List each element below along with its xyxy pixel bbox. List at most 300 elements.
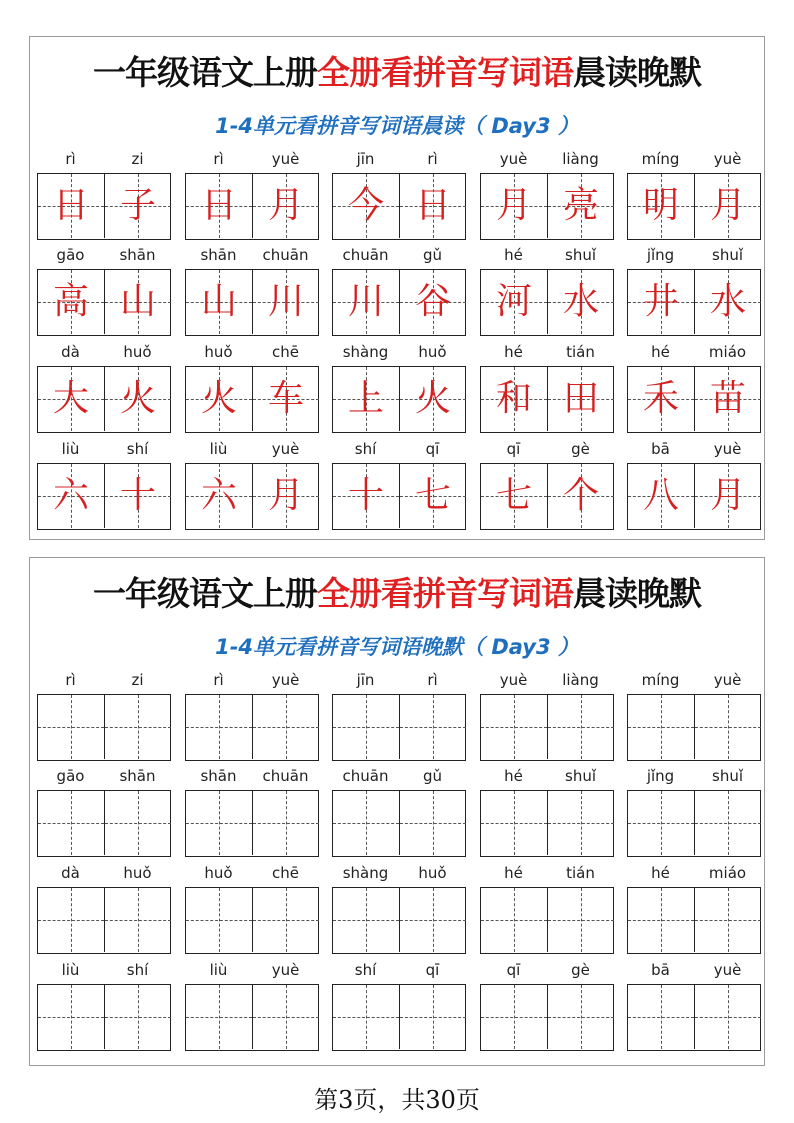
pinyin-row (627, 342, 761, 362)
pinyin-syllable: gāo (56, 767, 85, 785)
pinyin-syllable: tián (566, 343, 595, 361)
writing-cell[interactable] (186, 695, 252, 759)
pinyin-syllable: yuè (271, 150, 300, 168)
pinyin-syllable: hé (504, 343, 523, 361)
tianzige-blank-box-pair[interactable] (332, 790, 466, 857)
pinyin-syllable: jīn (356, 671, 375, 689)
guide-line-vertical (728, 695, 729, 759)
tianzige-cell (628, 270, 694, 334)
pinyin-syllable: gǔ (422, 767, 443, 785)
pinyin-syllable: shān (200, 767, 237, 785)
pinyin-row (37, 670, 171, 690)
tianzige-cell (252, 464, 319, 528)
pinyin-syllable: huǒ (123, 864, 152, 882)
pinyin-row (332, 439, 466, 459)
pinyin-syllable: jǐng (646, 246, 675, 264)
pinyin-syllable: liù (61, 440, 80, 458)
guide-line-vertical (581, 791, 582, 855)
guide-line-vertical (286, 985, 287, 1049)
pinyin-row (185, 960, 319, 980)
tianzige-cell (333, 367, 399, 431)
guide-line-vertical (514, 985, 515, 1049)
pinyin-syllable: hé (504, 767, 523, 785)
pinyin-syllable: bā (651, 961, 670, 979)
pinyin-syllable: gāo (56, 246, 85, 264)
tianzige-blank-box-pair[interactable] (480, 694, 614, 761)
pinyin-syllable: yuè (713, 961, 742, 979)
pinyin-syllable: yuè (713, 671, 742, 689)
writing-cell[interactable] (333, 695, 399, 759)
hanzi-character: 田 (562, 378, 599, 419)
pinyin-row (480, 960, 614, 980)
guide-line-vertical (581, 695, 582, 759)
tianzige-cell (481, 174, 547, 238)
tianzige-box-pair (627, 463, 761, 530)
tianzige-cell (694, 367, 761, 431)
pinyin-row (480, 766, 614, 786)
pinyin-syllable: qī (506, 440, 521, 458)
pinyin-row (332, 149, 466, 169)
title-part-routine: 晨读晚默 (573, 53, 701, 92)
writing-cell[interactable] (252, 985, 319, 1049)
pinyin-row (480, 149, 614, 169)
writing-cell[interactable] (399, 695, 466, 759)
hanzi-character: 个 (562, 475, 599, 516)
pinyin-row (185, 149, 319, 169)
hanzi-character: 七 (414, 475, 451, 516)
tianzige-cell (628, 464, 694, 528)
pinyin-syllable: rì (213, 671, 224, 689)
pinyin-row (480, 245, 614, 265)
pinyin-syllable: shān (200, 246, 237, 264)
hanzi-character: 七 (495, 475, 532, 516)
tianzige-blank-box-pair[interactable] (37, 984, 171, 1051)
guide-line-vertical (661, 695, 662, 759)
tianzige-cell (694, 270, 761, 334)
tianzige-blank-box-pair[interactable] (627, 887, 761, 954)
guide-line-vertical (286, 791, 287, 855)
tianzige-blank-box-pair[interactable] (480, 790, 614, 857)
guide-line-vertical (581, 985, 582, 1049)
pinyin-syllable: yuè (271, 671, 300, 689)
tianzige-blank-box-pair[interactable] (332, 984, 466, 1051)
writing-cell[interactable] (694, 695, 761, 759)
tianzige-cell (481, 270, 547, 334)
tianzige-blank-box-pair[interactable] (185, 984, 319, 1051)
pinyin-syllable: shuǐ (712, 246, 743, 264)
hanzi-character: 川 (267, 281, 304, 322)
pinyin-syllable: gè (571, 440, 590, 458)
tianzige-box-pair (627, 269, 761, 336)
tianzige-box-pair (332, 366, 466, 433)
pinyin-row (627, 149, 761, 169)
pinyin-syllable: shàng (342, 343, 389, 361)
hanzi-character: 六 (200, 475, 237, 516)
title-part-grade: 一年级语文上册 (93, 574, 317, 613)
pinyin-row (332, 766, 466, 786)
pinyin-syllable: qī (506, 961, 521, 979)
tianzige-box-pair (185, 173, 319, 240)
tianzige-cell (628, 367, 694, 431)
guide-line-vertical (661, 791, 662, 855)
pinyin-syllable: tián (566, 864, 595, 882)
writing-cell[interactable] (694, 888, 761, 952)
hanzi-character: 月 (267, 185, 304, 226)
pinyin-syllable: shí (354, 440, 377, 458)
guide-line-vertical (581, 888, 582, 952)
pinyin-row (185, 245, 319, 265)
writing-cell[interactable] (481, 695, 547, 759)
pinyin-row (332, 960, 466, 980)
pinyin-syllable: rì (213, 150, 224, 168)
pinyin-syllable: shān (119, 246, 156, 264)
tianzige-blank-box-pair[interactable] (480, 887, 614, 954)
writing-cell[interactable] (252, 695, 319, 759)
pinyin-syllable: liù (209, 961, 228, 979)
tianzige-blank-box-pair[interactable] (332, 694, 466, 761)
writing-cell[interactable] (399, 791, 466, 855)
hanzi-character: 禾 (642, 378, 679, 419)
hanzi-character: 河 (495, 281, 532, 322)
pinyin-syllable: hé (651, 864, 670, 882)
tianzige-cell (104, 270, 171, 334)
pinyin-syllable: rì (427, 150, 438, 168)
pinyin-row (332, 863, 466, 883)
pinyin-syllable: yuè (271, 961, 300, 979)
tianzige-blank-box-pair[interactable] (627, 790, 761, 857)
tianzige-cell (186, 464, 252, 528)
writing-cell[interactable] (694, 985, 761, 1049)
writing-cell[interactable] (186, 985, 252, 1049)
tianzige-cell (547, 367, 614, 431)
writing-cell[interactable] (628, 695, 694, 759)
tianzige-cell (399, 174, 466, 238)
writing-cell[interactable] (38, 888, 104, 952)
pinyin-syllable: chuān (342, 246, 389, 264)
tianzige-blank-box-pair[interactable] (37, 887, 171, 954)
guide-line-vertical (219, 888, 220, 952)
tianzige-cell (333, 174, 399, 238)
pinyin-row (185, 439, 319, 459)
writing-cell[interactable] (399, 888, 466, 952)
writing-cell[interactable] (186, 888, 252, 952)
tianzige-blank-box-pair[interactable] (37, 694, 171, 761)
guide-line-vertical (71, 888, 72, 952)
guide-line-vertical (366, 985, 367, 1049)
hanzi-character: 苗 (709, 378, 746, 419)
writing-cell[interactable] (547, 791, 614, 855)
title-part-highlight: 全册看拼音写词语 (317, 574, 573, 613)
pinyin-row (37, 245, 171, 265)
hanzi-character: 月 (709, 475, 746, 516)
tianzige-cell (186, 270, 252, 334)
pinyin-syllable: liù (209, 440, 228, 458)
hanzi-character: 子 (119, 185, 156, 226)
pinyin-syllable: chē (272, 343, 299, 361)
pinyin-syllable: shàng (342, 864, 389, 882)
tianzige-box-pair (185, 463, 319, 530)
hanzi-character: 火 (414, 378, 451, 419)
guide-line-vertical (728, 985, 729, 1049)
morning-word-grid (30, 37, 764, 539)
pinyin-syllable: rì (65, 150, 76, 168)
pinyin-syllable: míng (641, 150, 680, 168)
pinyin-row (332, 245, 466, 265)
guide-line-vertical (71, 985, 72, 1049)
writing-cell[interactable] (38, 695, 104, 759)
hanzi-character: 火 (119, 378, 156, 419)
pinyin-row (627, 766, 761, 786)
hanzi-character: 高 (52, 281, 89, 322)
pinyin-syllable: gǔ (422, 246, 443, 264)
guide-line-vertical (433, 791, 434, 855)
guide-line-vertical (433, 695, 434, 759)
hanzi-character: 和 (495, 378, 532, 419)
hanzi-character: 月 (495, 185, 532, 226)
pinyin-syllable: shuǐ (565, 246, 596, 264)
title-part-routine: 晨读晚默 (573, 574, 701, 613)
tianzige-cell (547, 464, 614, 528)
writing-cell[interactable] (252, 791, 319, 855)
pinyin-syllable: chē (272, 864, 299, 882)
writing-cell[interactable] (628, 888, 694, 952)
writing-cell[interactable] (547, 888, 614, 952)
hanzi-character: 月 (709, 185, 746, 226)
tianzige-cell (694, 174, 761, 238)
guide-line-vertical (514, 695, 515, 759)
tianzige-cell (399, 367, 466, 431)
writing-cell[interactable] (481, 985, 547, 1049)
writing-cell[interactable] (481, 791, 547, 855)
tianzige-box-pair (185, 366, 319, 433)
pinyin-row (627, 863, 761, 883)
pinyin-syllable: dà (61, 343, 80, 361)
pinyin-syllable: chuān (262, 767, 309, 785)
pinyin-syllable: dà (61, 864, 80, 882)
guide-line-vertical (138, 888, 139, 952)
pinyin-syllable: shuǐ (712, 767, 743, 785)
tianzige-blank-box-pair[interactable] (185, 694, 319, 761)
tianzige-blank-box-pair[interactable] (627, 694, 761, 761)
hanzi-character: 车 (267, 378, 304, 419)
pinyin-syllable: liàng (562, 150, 599, 168)
pinyin-syllable: jīn (356, 150, 375, 168)
writing-cell[interactable] (38, 791, 104, 855)
tianzige-cell (481, 367, 547, 431)
pinyin-syllable: rì (65, 671, 76, 689)
writing-cell[interactable] (628, 985, 694, 1049)
tianzige-box-pair (627, 173, 761, 240)
pinyin-row (480, 670, 614, 690)
pinyin-syllable: huǒ (418, 864, 447, 882)
tianzige-cell (38, 270, 104, 334)
tianzige-cell (481, 464, 547, 528)
evening-word-grid (30, 558, 764, 1065)
pinyin-row (627, 960, 761, 980)
tianzige-cell (399, 270, 466, 334)
guide-line-vertical (286, 888, 287, 952)
writing-cell[interactable] (333, 888, 399, 952)
tianzige-cell (333, 270, 399, 334)
pinyin-syllable: yuè (271, 440, 300, 458)
hanzi-character: 十 (347, 475, 384, 516)
guide-line-vertical (71, 791, 72, 855)
hanzi-character: 明 (642, 185, 679, 226)
pinyin-row (37, 766, 171, 786)
evening-subtitle: 1-4单元看拼音写词语晚默（ Day3 ） (215, 635, 579, 659)
tianzige-cell (104, 464, 171, 528)
tianzige-box-pair (332, 463, 466, 530)
pinyin-syllable: huǒ (123, 343, 152, 361)
pinyin-row (37, 149, 171, 169)
guide-line-vertical (728, 888, 729, 952)
hanzi-character: 谷 (414, 281, 451, 322)
guide-line-vertical (661, 888, 662, 952)
tianzige-cell (104, 174, 171, 238)
tianzige-cell (628, 174, 694, 238)
hanzi-character: 水 (562, 281, 599, 322)
writing-cell[interactable] (547, 985, 614, 1049)
pinyin-syllable: míng (641, 671, 680, 689)
pinyin-row (480, 863, 614, 883)
writing-cell[interactable] (694, 791, 761, 855)
pinyin-syllable: miáo (708, 343, 747, 361)
writing-cell[interactable] (333, 985, 399, 1049)
pinyin-syllable: chuān (342, 767, 389, 785)
tianzige-box-pair (627, 366, 761, 433)
pinyin-row (332, 670, 466, 690)
guide-line-vertical (71, 695, 72, 759)
pinyin-row (185, 863, 319, 883)
guide-line-vertical (286, 695, 287, 759)
tianzige-blank-box-pair[interactable] (37, 790, 171, 857)
guide-line-vertical (514, 791, 515, 855)
tianzige-box-pair (37, 366, 171, 433)
pinyin-syllable: shuǐ (565, 767, 596, 785)
writing-cell[interactable] (333, 791, 399, 855)
pinyin-syllable: hé (651, 343, 670, 361)
pinyin-row (185, 766, 319, 786)
guide-line-vertical (138, 791, 139, 855)
tianzige-cell (694, 464, 761, 528)
hanzi-character: 日 (52, 185, 89, 226)
pinyin-syllable: qī (425, 440, 440, 458)
tianzige-box-pair (185, 269, 319, 336)
tianzige-cell (399, 464, 466, 528)
writing-cell[interactable] (628, 791, 694, 855)
tianzige-blank-box-pair[interactable] (627, 984, 761, 1051)
hanzi-character: 川 (347, 281, 384, 322)
pinyin-syllable: qī (425, 961, 440, 979)
guide-line-vertical (514, 888, 515, 952)
tianzige-cell (252, 270, 319, 334)
pinyin-syllable: rì (427, 671, 438, 689)
tianzige-box-pair (37, 173, 171, 240)
tianzige-blank-box-pair[interactable] (185, 790, 319, 857)
hanzi-character: 水 (709, 281, 746, 322)
pinyin-row (627, 245, 761, 265)
tianzige-box-pair (480, 269, 614, 336)
guide-line-vertical (138, 695, 139, 759)
guide-line-vertical (138, 985, 139, 1049)
writing-cell[interactable] (399, 985, 466, 1049)
pinyin-syllable: chuān (262, 246, 309, 264)
evening-dictation-panel (29, 557, 765, 1066)
writing-cell[interactable] (104, 985, 171, 1049)
tianzige-cell (252, 174, 319, 238)
tianzige-cell (547, 174, 614, 238)
pinyin-syllable: liù (61, 961, 80, 979)
pinyin-row (480, 439, 614, 459)
pinyin-syllable: yuè (713, 150, 742, 168)
tianzige-box-pair (480, 463, 614, 530)
pinyin-row (37, 863, 171, 883)
writing-cell[interactable] (104, 791, 171, 855)
tianzige-cell (252, 367, 319, 431)
pinyin-syllable: huǒ (204, 343, 233, 361)
tianzige-cell (38, 367, 104, 431)
writing-cell[interactable] (104, 888, 171, 952)
pinyin-syllable: hé (504, 864, 523, 882)
tianzige-box-pair (332, 269, 466, 336)
tianzige-box-pair (37, 463, 171, 530)
guide-line-vertical (433, 985, 434, 1049)
pinyin-syllable: shí (126, 961, 149, 979)
writing-cell[interactable] (186, 791, 252, 855)
hanzi-character: 大 (52, 378, 89, 419)
writing-cell[interactable] (104, 695, 171, 759)
tianzige-blank-box-pair[interactable] (185, 887, 319, 954)
guide-line-vertical (219, 695, 220, 759)
writing-cell[interactable] (481, 888, 547, 952)
title-part-grade: 一年级语文上册 (93, 53, 317, 92)
tianzige-blank-box-pair[interactable] (332, 887, 466, 954)
tianzige-box-pair (37, 269, 171, 336)
writing-cell[interactable] (547, 695, 614, 759)
pinyin-syllable: shí (126, 440, 149, 458)
pinyin-row (37, 439, 171, 459)
hanzi-character: 日 (200, 185, 237, 226)
guide-line-vertical (219, 791, 220, 855)
pinyin-syllable: zi (131, 150, 144, 168)
pinyin-syllable: yuè (499, 150, 528, 168)
pinyin-row (185, 670, 319, 690)
tianzige-blank-box-pair[interactable] (480, 984, 614, 1051)
pinyin-syllable: liàng (562, 671, 599, 689)
hanzi-character: 日 (414, 185, 451, 226)
guide-line-vertical (366, 791, 367, 855)
hanzi-character: 八 (642, 475, 679, 516)
pinyin-syllable: jǐng (646, 767, 675, 785)
hanzi-character: 六 (52, 475, 89, 516)
pinyin-row (37, 342, 171, 362)
writing-cell[interactable] (38, 985, 104, 1049)
tianzige-cell (104, 367, 171, 431)
pinyin-syllable: zi (131, 671, 144, 689)
pinyin-syllable: bā (651, 440, 670, 458)
pinyin-syllable: yuè (499, 671, 528, 689)
pinyin-syllable: hé (504, 246, 523, 264)
guide-line-vertical (661, 985, 662, 1049)
hanzi-character: 十 (119, 475, 156, 516)
tianzige-cell (186, 174, 252, 238)
pinyin-row (185, 342, 319, 362)
hanzi-character: 山 (119, 281, 156, 322)
writing-cell[interactable] (252, 888, 319, 952)
pinyin-syllable: yuè (713, 440, 742, 458)
guide-line-vertical (728, 791, 729, 855)
hanzi-character: 今 (347, 185, 384, 226)
